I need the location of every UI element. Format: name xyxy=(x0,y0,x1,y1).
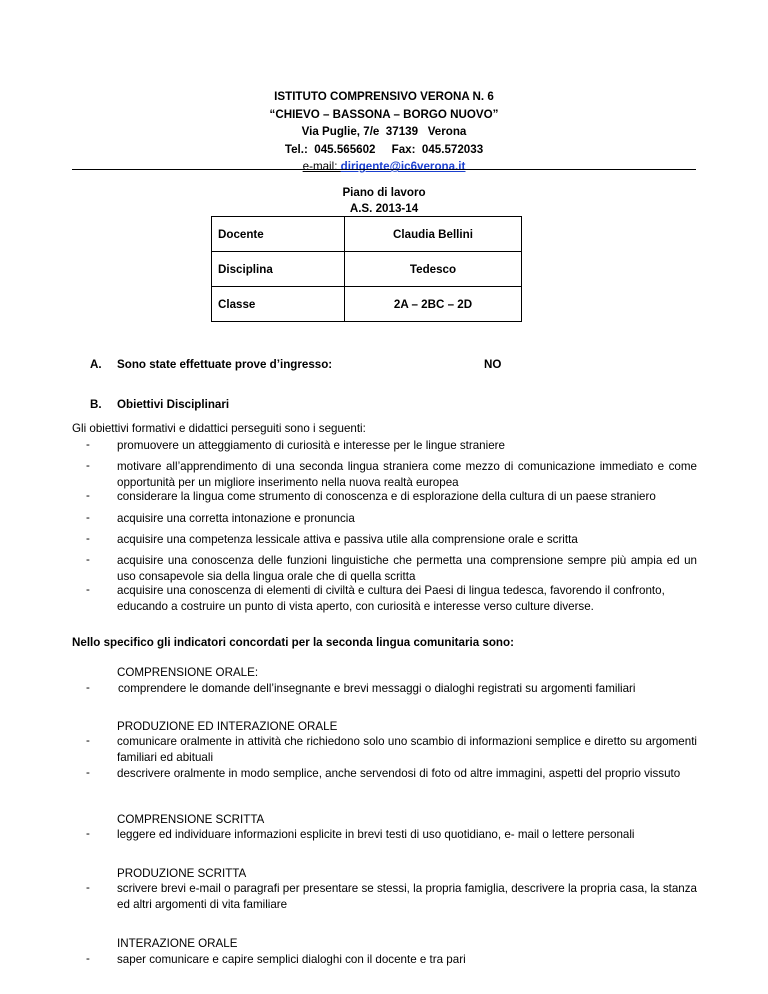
email-label: e-mail: xyxy=(302,160,341,173)
email-line xyxy=(0,158,768,176)
row-key-docente: Docente xyxy=(212,217,345,252)
bullet-dash: - xyxy=(86,881,90,894)
plan-title: Piano di lavoro xyxy=(342,186,426,199)
section-a-answer: NO xyxy=(484,358,502,371)
indicator-heading: PRODUZIONE SCRITTA xyxy=(117,867,247,880)
bullet-dash: - xyxy=(86,553,90,566)
row-key-disciplina: Disciplina xyxy=(212,252,345,287)
objectives-intro: Gli obiettivi formativi e didattici perseguiti sono i seguenti: xyxy=(72,422,366,435)
indicator-heading: INTERAZIONE ORALE xyxy=(117,937,238,950)
bullet-dash: - xyxy=(86,952,90,965)
row-value-classe: 2A – 2BC – 2D xyxy=(345,287,522,322)
section-b-title: Obiettivi Disciplinari xyxy=(117,398,230,411)
bullet-dash: - xyxy=(86,734,90,747)
indicator-heading: PRODUZIONE ED INTERAZIONE ORALE xyxy=(117,720,338,733)
objective-item: promuovere un atteggiamento di curiosità e interesse per le lingue straniere xyxy=(117,439,505,452)
school-header xyxy=(0,88,768,176)
bullet-dash: - xyxy=(86,681,90,694)
email-link[interactable]: dirigente@ic6verona.it xyxy=(340,160,466,173)
objective-item: acquisire una corretta intonazione e pronuncia xyxy=(117,512,355,525)
row-key-classe: Classe xyxy=(212,287,345,322)
info-table xyxy=(211,216,522,322)
indicator-heading: COMPRENSIONE SCRITTA xyxy=(117,813,265,826)
indicator-item: saper comunicare e capire semplici dialoghi con il docente e tra pari xyxy=(117,953,466,966)
bullet-dash: - xyxy=(86,489,90,502)
school-subtitle: “CHIEVO – BASSONA – BORGO NUOVO” xyxy=(269,107,499,121)
row-value-docente: Claudia Bellini xyxy=(345,217,522,252)
objective-item: acquisire una conoscenza delle funzioni linguistiche che permetta una comprensione sempre più ampia ed un uso consapevole sia della lingua orale che di quella scritta xyxy=(117,554,697,583)
school-phone-fax: Tel.: 045.565602 Fax: 045.572033 xyxy=(284,142,484,156)
bullet-dash: - xyxy=(86,459,90,472)
bullet-dash: - xyxy=(86,511,90,524)
indicator-item: scrivere brevi e-mail o paragrafi per presentare se stessi, la propria famiglia, descrivere la propria casa, la stanza ed altri argomenti di vita familiare xyxy=(117,882,697,911)
indicator-item: descrivere oralmente in modo semplice, anche servendosi di foto od altre immagini, aspetti del proprio vissuto xyxy=(117,767,681,780)
objective-item: acquisire una conoscenza di elementi di civiltà e cultura dei Paesi di lingua tedesca, favorendo il confronto, educando a costruire un punto di vista aperto, con curiosità e interesse verso culture diverse. xyxy=(117,584,665,613)
plan-title-block xyxy=(0,185,768,217)
objective-item: acquisire una competenza lessicale attiva e passiva utile alla comprensione orale e scritta xyxy=(117,533,578,546)
bullet-dash: - xyxy=(86,532,90,545)
section-a-letter: A. xyxy=(90,358,102,371)
table-row xyxy=(212,287,522,322)
bullet-dash: - xyxy=(86,583,90,596)
table-row xyxy=(212,252,522,287)
objective-item: motivare all’apprendimento di una seconda lingua straniera come mezzo di comunicazione immediato e come opportunità per un migliore inserimento nella nuova realtà europea xyxy=(117,460,697,489)
school-address: Via Puglie, 7/e 37139 Verona xyxy=(301,125,467,138)
table-row xyxy=(212,217,522,252)
indicator-heading: COMPRENSIONE ORALE: xyxy=(117,666,259,679)
indicators-intro: Nello specifico gli indicatori concordati per la seconda lingua comunitaria sono: xyxy=(72,636,514,649)
objective-item: considerare la lingua come strumento di conoscenza e di esplorazione della cultura di un paese straniero xyxy=(117,490,656,503)
indicator-item: leggere ed individuare informazioni esplicite in brevi testi di uso quotidiano, e- mail o lettere personali xyxy=(117,828,635,841)
indicator-item: comunicare oralmente in attività che richiedono solo uno scambio di informazioni semplice e diretto su argomenti familiari ed abituali xyxy=(117,735,697,764)
school-year: A.S. 2013-14 xyxy=(349,202,419,215)
header-divider xyxy=(72,169,696,170)
row-value-disciplina: Tedesco xyxy=(345,252,522,287)
bullet-dash: - xyxy=(86,766,90,779)
bullet-dash: - xyxy=(86,438,90,451)
section-b-letter: B. xyxy=(90,398,102,411)
bullet-dash: - xyxy=(86,827,90,840)
school-name: ISTITUTO COMPRENSIVO VERONA N. 6 xyxy=(274,90,494,103)
section-a-text: Sono state effettuate prove d’ingresso: xyxy=(117,358,333,371)
indicator-item: comprendere le domande dell’insegnante e brevi messaggi o dialoghi registrati su argomenti familiari xyxy=(118,682,636,695)
